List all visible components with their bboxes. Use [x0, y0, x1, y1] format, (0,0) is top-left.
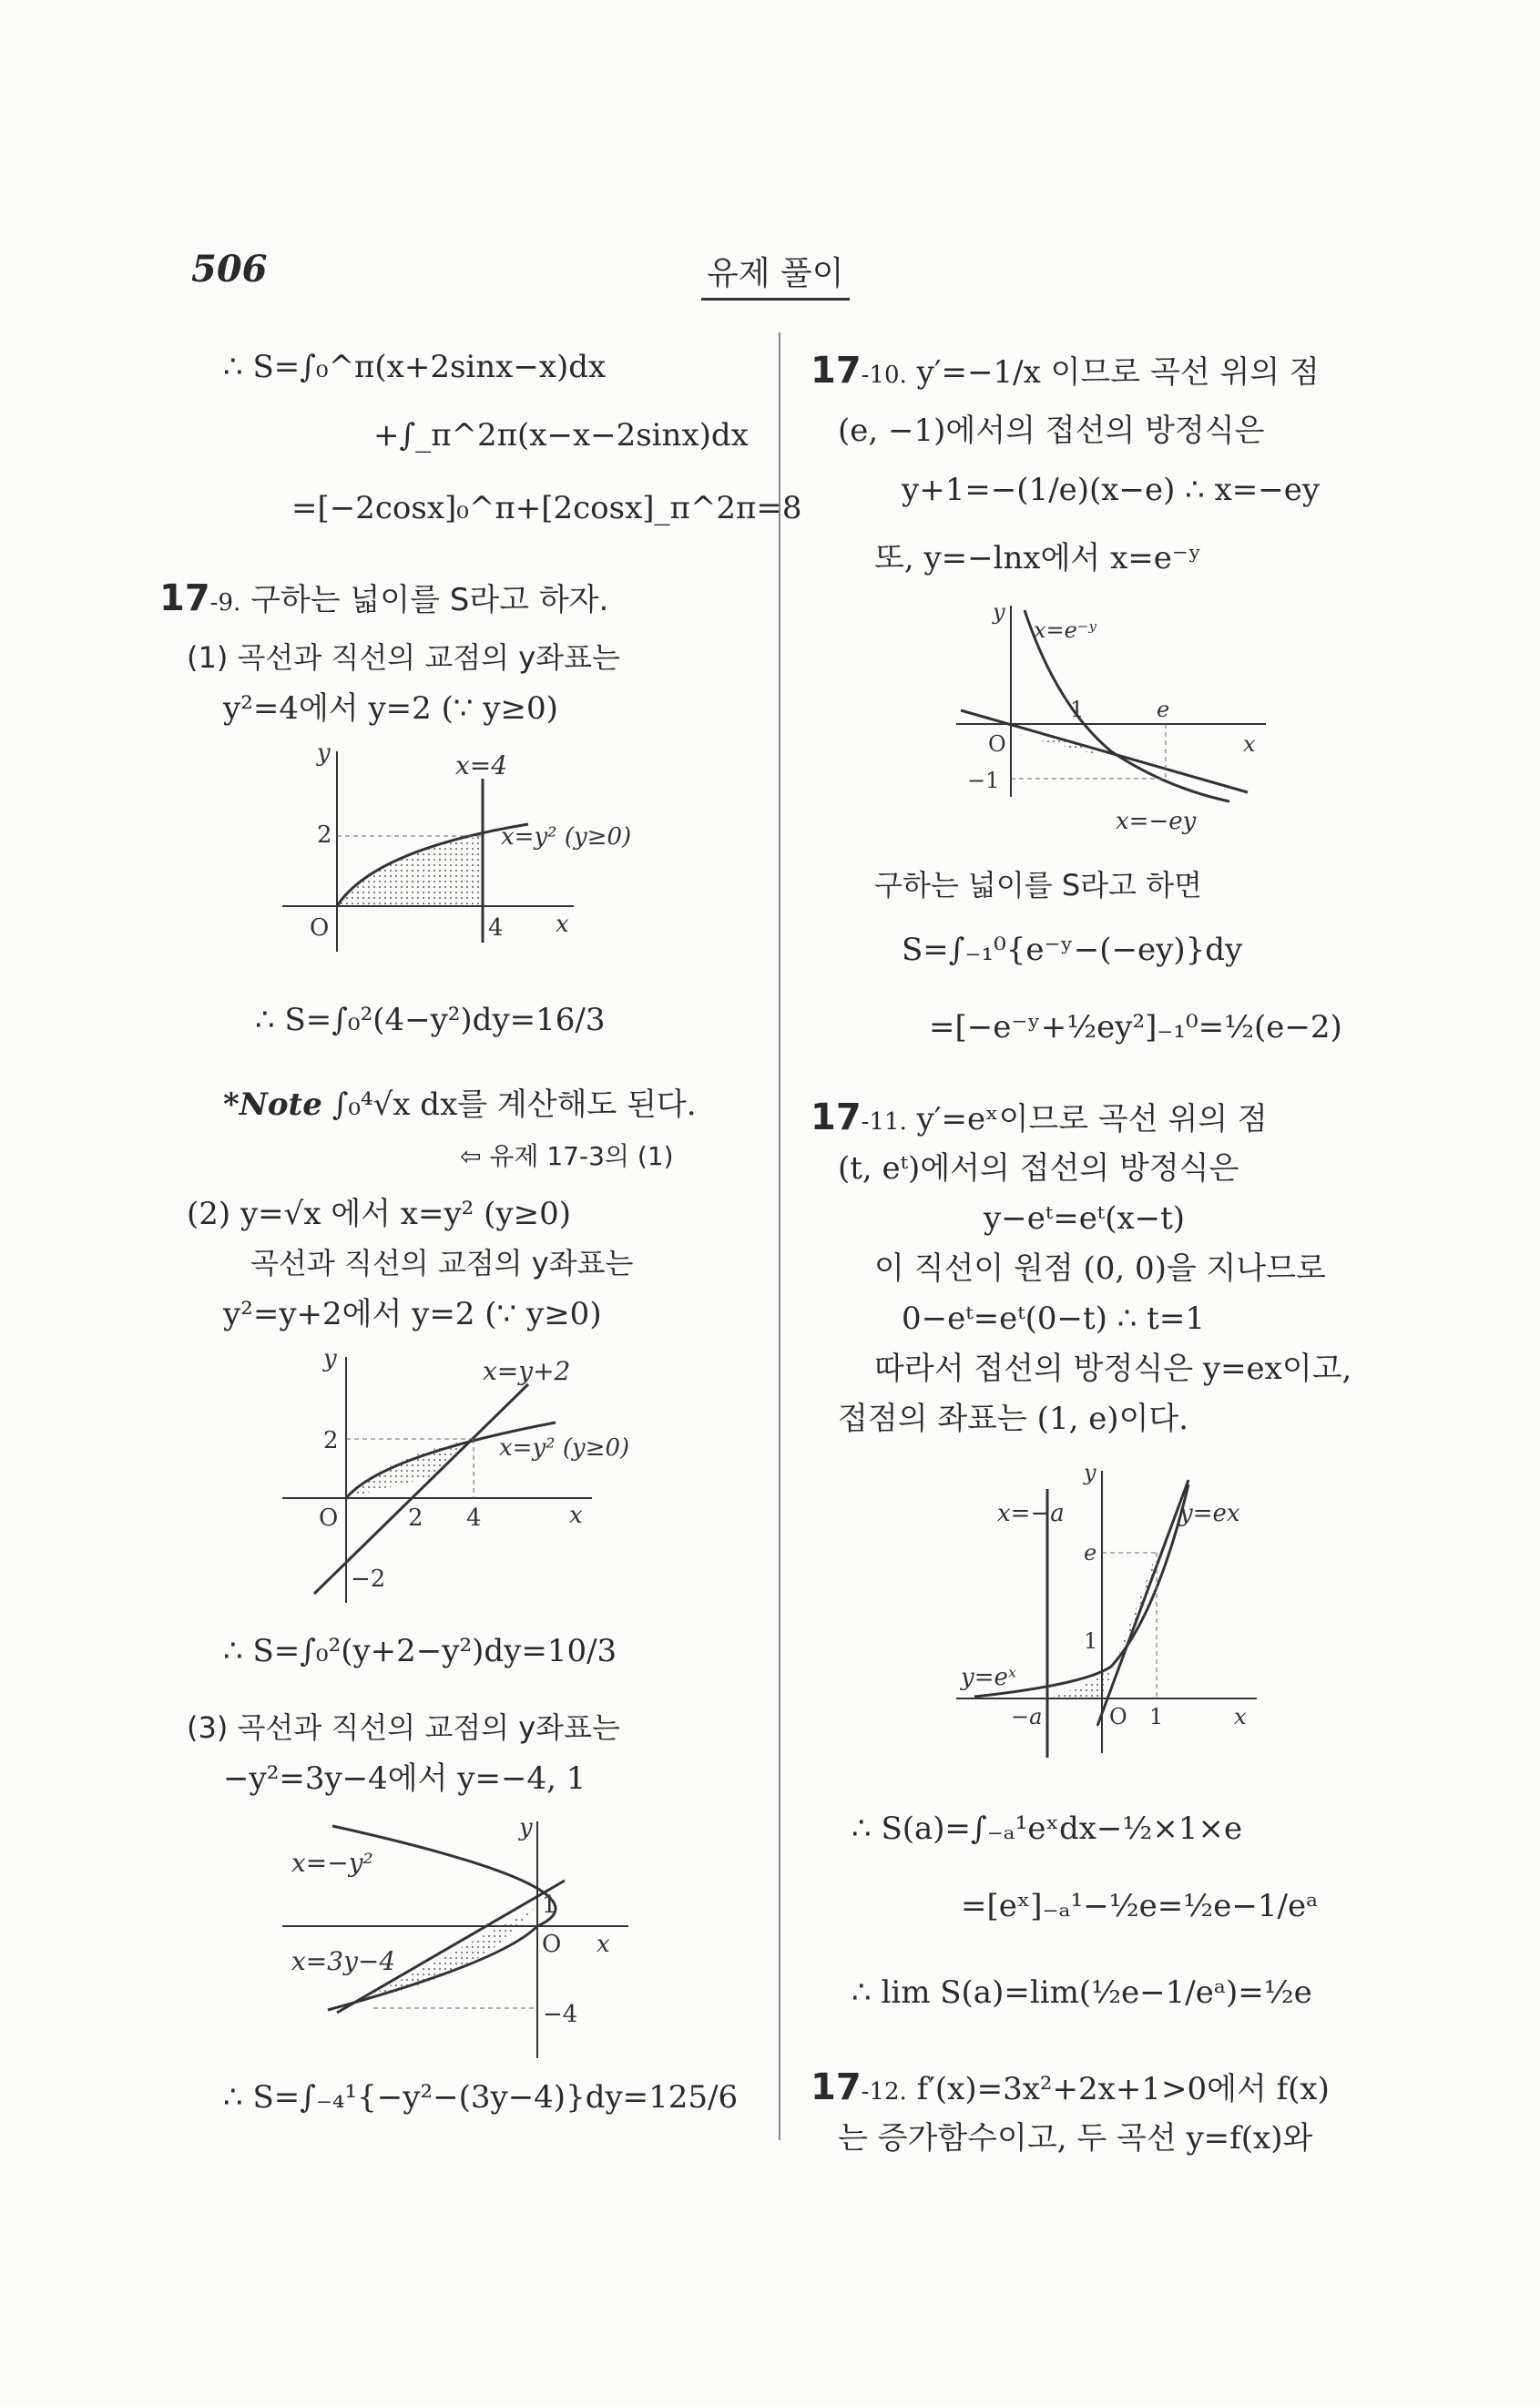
vline-label: x=−a [997, 1500, 1065, 1527]
curve-label: x=y² (y≥0) [499, 1434, 630, 1462]
tick-4: 4 [466, 1504, 482, 1532]
tick-1: 1 [542, 1892, 557, 1919]
s8-line-2: +∫_π^2π(x−x−2sinx)dx [373, 417, 749, 454]
y-axis-label: y [317, 742, 331, 767]
problem-subnumber: -9. [209, 589, 241, 617]
p11-line-1-text: y′=eˣ이므로 곡선 위의 점 [916, 1101, 1268, 1137]
problem-9-heading [159, 578, 608, 618]
problem-subnumber: -11. [861, 1108, 907, 1136]
tick-e: e [1084, 1540, 1097, 1566]
page-header: 유제 풀이 [701, 248, 850, 301]
x-axis-label: x [1234, 1704, 1247, 1729]
p9-3-line-a: (3) 곡선과 직선의 교점의 y좌표는 [187, 1710, 620, 1745]
origin-label: O [988, 731, 1006, 757]
graph-2 [273, 1348, 683, 1612]
x-axis-label: x [556, 911, 569, 938]
graph-4 [947, 597, 1311, 842]
problem-subnumber: -12. [861, 2078, 907, 2106]
p9-3-result: ∴ S=∫₋₄¹{−y²−(3y−4)}dy=125/6 [223, 2079, 739, 2116]
p11-line-10: ∴ lim S(a)=lim(½e−1/eᵃ)=½e [852, 1974, 1312, 2011]
tick-2: 2 [317, 821, 332, 849]
graph-3 [273, 1808, 683, 2067]
p12-line-2: 는 증가함수이고, 두 곡선 y=f(x)와 [838, 2120, 1313, 2157]
p11-line-9: =[eˣ]₋ₐ¹−½e=½e−1/eᵃ [961, 1888, 1319, 1924]
origin-label: O [1109, 1704, 1127, 1729]
tick-minus-a: −a [1011, 1704, 1043, 1729]
y-axis-label: y [519, 1814, 533, 1841]
problem-10-line-1 [811, 351, 1320, 391]
p11-line-4: 이 직선이 원점 (0, 0)을 지나므로 [874, 1250, 1326, 1287]
curve-label: x=−y² [291, 1848, 373, 1878]
tick-1: 1 [1149, 1704, 1164, 1729]
p10-line-3: y+1=−(1/e)(x−e) ∴ x=−ey [902, 472, 1321, 508]
problem-12-line-1 [811, 2067, 1330, 2107]
y-axis-label: y [993, 599, 1005, 625]
tick-e: e [1157, 697, 1170, 722]
line-label: x=3y−4 [291, 1946, 396, 1976]
tick-minus-1: −1 [967, 768, 1000, 793]
p11-line-6: 따라서 접선의 방정식은 y=ex이고, [874, 1351, 1352, 1387]
p11-line-7: 접점의 좌표는 (1, e)이다. [838, 1401, 1189, 1437]
p9-2-line-a: (2) y=√x 에서 x=y² (y≥0) [187, 1196, 571, 1232]
graph-5 [947, 1453, 1311, 1767]
p9-2-result: ∴ S=∫₀²(y+2−y²)dy=10/3 [223, 1633, 617, 1669]
tick-1: 1 [1070, 697, 1085, 722]
origin-label: O [542, 1931, 562, 1958]
p11-line-3: y−eᵗ=eᵗ(x−t) [984, 1200, 1186, 1237]
p12-line-1-text: f′(x)=3x²+2x+1>0에서 f(x) [916, 2071, 1330, 2107]
tick-2: 2 [408, 1504, 423, 1532]
p9-3-line-b: −y²=3y−4에서 y=−4, 1 [223, 1760, 586, 1797]
p9-1-line-b: y²=4에서 y=2 (∵ y≥0) [223, 690, 558, 727]
problem-number: 17 [811, 1096, 862, 1138]
p9-1-result: ∴ S=∫₀²(4−y²)dy=16/3 [255, 1002, 606, 1038]
line-label: x=−ey [1116, 808, 1197, 835]
line-label: x=4 [455, 750, 508, 780]
column-divider [779, 332, 780, 2140]
origin-label: O [319, 1504, 339, 1532]
tick-minus-4: −4 [543, 2001, 578, 2028]
problem-9-intro: 구하는 넓이를 S라고 하자. [250, 582, 609, 618]
line-label: y=ex [1179, 1500, 1240, 1527]
tick-y-2: 2 [323, 1427, 339, 1454]
p9-2-line-b: 곡선과 직선의 교점의 y좌표는 [250, 1246, 634, 1280]
curve-label: x=y² (y≥0) [501, 823, 632, 851]
problem-number: 17 [811, 2066, 862, 2108]
y-axis-label: y [323, 1348, 337, 1372]
p10-line-2: (e, −1)에서의 접선의 방정식은 [838, 413, 1265, 449]
note-text: ∫₀⁴√x dx를 계산해도 된다. [331, 1086, 697, 1123]
s8-line-1: ∴ S=∫₀^π(x+2sinx−x)dx [223, 349, 607, 385]
x-axis-label: x [597, 1931, 610, 1958]
graph-1 [273, 742, 683, 961]
origin-label: O [310, 914, 330, 942]
problem-number: 17 [811, 350, 862, 392]
tick-4: 4 [488, 914, 504, 942]
tick-minus-2: −2 [351, 1566, 386, 1593]
problem-number: 17 [159, 577, 210, 619]
note [223, 1088, 697, 1122]
x-axis-label: x [1243, 731, 1256, 757]
note-reference: ⇦ 유제 17-3의 (1) [460, 1141, 674, 1171]
p10-line-4: 또, y=−lnx에서 x=e⁻ʸ [874, 540, 1202, 576]
p10-line-1-text: y′=−1/x 이므로 곡선 위의 점 [916, 354, 1320, 391]
s8-line-3: =[−2cosx]₀^π+[2cosx]_π^2π=8 [291, 490, 802, 526]
y-axis-label: y [1084, 1460, 1096, 1485]
tick-y-1: 1 [1084, 1628, 1098, 1654]
line-label: x=y+2 [483, 1356, 571, 1386]
curve-label: x=e⁻ʸ [1034, 617, 1097, 643]
p9-1-line-a: (1) 곡선과 직선의 교점의 y좌표는 [187, 640, 620, 675]
p10-line-5: 구하는 넓이를 S라고 하면 [874, 868, 1202, 903]
p11-line-2: (t, eᵗ)에서의 접선의 방정식은 [838, 1150, 1239, 1187]
curve-label: y=eˣ [961, 1664, 1017, 1691]
p10-line-6: S=∫₋₁⁰{e⁻ʸ−(−ey)}dy [902, 932, 1243, 968]
p9-2-line-c: y²=y+2에서 y=2 (∵ y≥0) [223, 1296, 602, 1332]
p10-line-7: =[−e⁻ʸ+½ey²]₋₁⁰=½(e−2) [929, 1009, 1342, 1045]
problem-11-line-1 [811, 1097, 1268, 1137]
x-axis-label: x [569, 1502, 583, 1529]
p11-line-5: 0−eᵗ=eᵗ(0−t) ∴ t=1 [902, 1300, 1205, 1337]
note-label: *Note [223, 1086, 322, 1123]
page-number: 506 [191, 248, 268, 291]
problem-subnumber: -10. [861, 362, 907, 389]
p11-line-8: ∴ S(a)=∫₋ₐ¹eˣdx−½×1×e [852, 1810, 1243, 1847]
